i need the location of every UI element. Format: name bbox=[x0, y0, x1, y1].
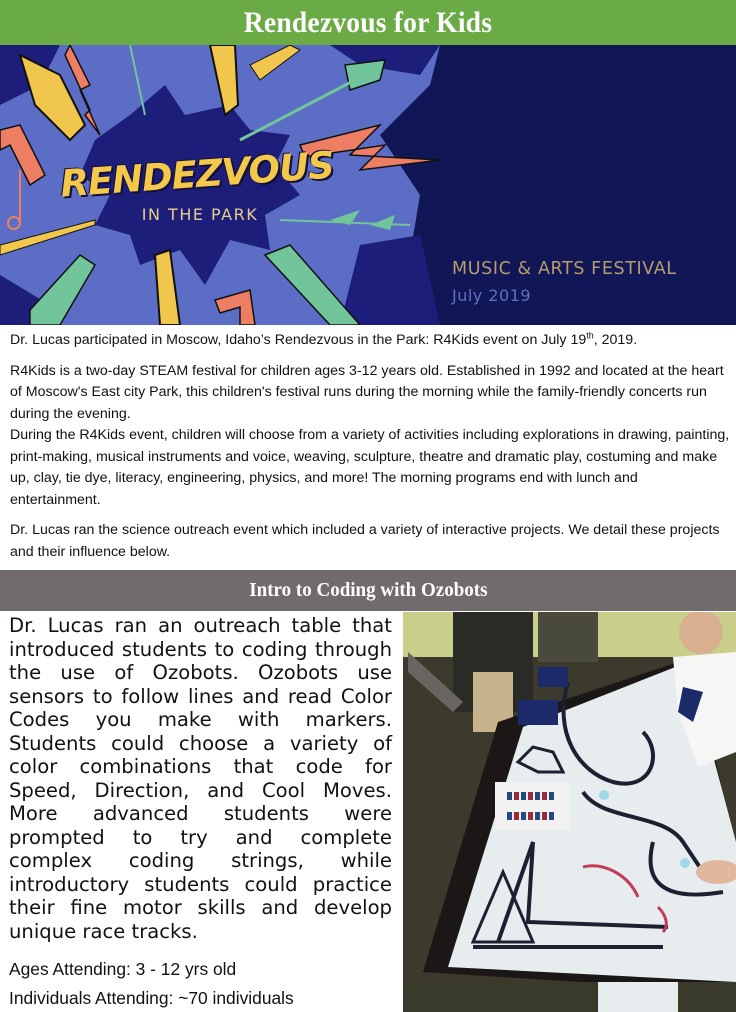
section-header-bar bbox=[0, 570, 736, 611]
section-title: Intro to Coding with Ozobots bbox=[248, 579, 488, 601]
title-bar bbox=[0, 0, 736, 45]
festival-label: MUSIC & ARTS FESTIVAL bbox=[452, 259, 677, 279]
individuals-attending: Individuals Attending: ~70 individuals bbox=[9, 988, 294, 1008]
ages-attending: Ages Attending: 3 - 12 yrs old bbox=[9, 959, 237, 979]
intro-text bbox=[10, 330, 732, 572]
page-title: Rendezvous for Kids bbox=[243, 5, 493, 39]
intro-paragraph-4: Dr. Lucas ran the science outreach event which included a variety of interactive projects. We detail these projects and their influence below. bbox=[10, 522, 720, 560]
intro-paragraph-2: R4Kids is a two-day STEAM festival for children ages 3-12 years old. Established in 1992 and located at the heart of Moscow's East city Park, this children's festival runs during the morning while the family-friendly concerts run during the evening. bbox=[10, 362, 724, 422]
festival-logo-title: RENDEZVOUS bbox=[58, 143, 336, 206]
ozobot-description: Dr. Lucas ran an outreach table that introduced students to coding through the use of Ozobots. Ozobots use sensors to follow lines and read Color Codes you make with markers. Students could choose a variety of color combinations that code for Speed, Direction, and Cool Moves. More advanced students were prompted to try and complete complex coding strings, while introductory students could practice their fine motor skills and develop unique race tracks. bbox=[9, 614, 392, 943]
festival-logo-subtitle: IN THE PARK bbox=[141, 205, 259, 224]
intro-paragraph-3: During the R4Kids event, children will choose from a variety of activities including explorations in drawing, painting, print-making, musical instruments and voice, weaving, sculpture, theatre and dramatic play, costuming and make up, clay, tie dye, literacy, engineering, physics, and more! The morning programs end with lunch and entertainment. bbox=[10, 427, 730, 508]
photo-illustration bbox=[403, 612, 736, 1012]
attendance-stats bbox=[9, 955, 399, 1012]
intro-paragraph-1: Dr. Lucas participated in Moscow, Idaho’s Rendezvous in the Park: R4Kids event on July 19th, 2019. bbox=[10, 330, 638, 348]
ozobot-activity-photo bbox=[403, 612, 736, 1012]
festival-date: July 2019 bbox=[452, 286, 532, 305]
festival-banner bbox=[0, 45, 736, 325]
